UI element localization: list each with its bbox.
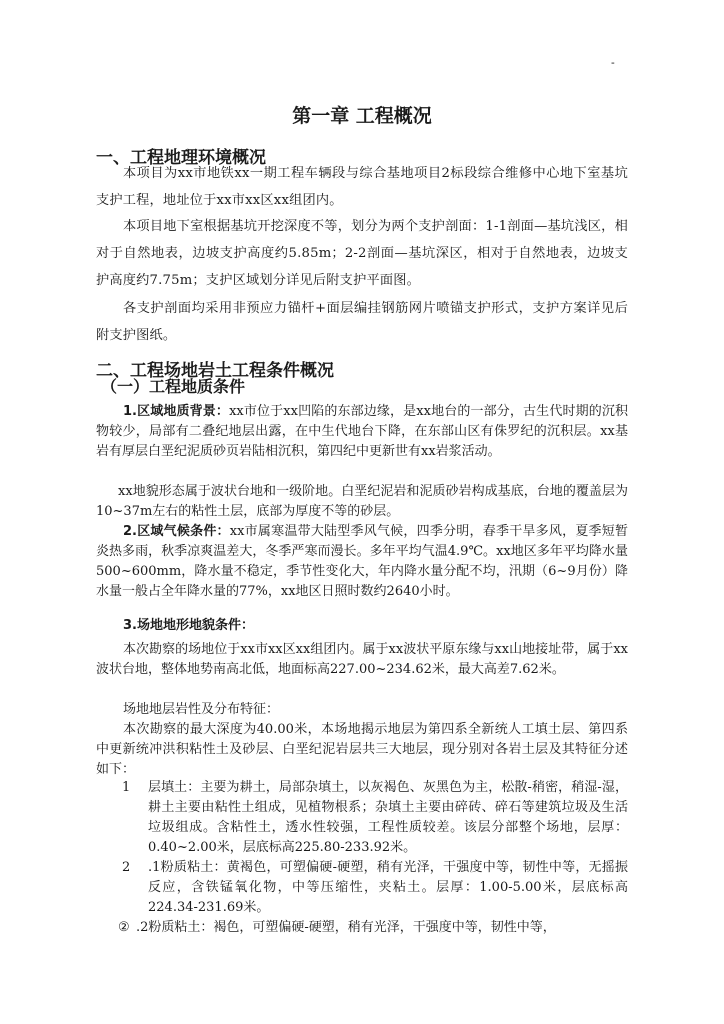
geology-background-label: 1.区域地质背景： — [123, 404, 230, 419]
layer-number: ② — [118, 920, 130, 935]
terrain-text: 本次勘察的场地位于xx市xx区xx组团内。属于xx波状平原东缘与xx山地接址带，属于xx波状台地，整体地势南高北低，地面标高227.00~234.62米，最大高差7.62米。 — [96, 642, 628, 677]
section2-subtitle: （一）工程地质条件 — [101, 377, 246, 396]
layer-item — [122, 858, 628, 918]
strata-heading: 场地地层岩性及分布特征： — [123, 702, 280, 717]
section1-title: 一、工程地理环境概况 — [96, 148, 266, 168]
climate-label: 2.区域气候条件： — [123, 524, 230, 539]
climate-conditions — [96, 522, 628, 602]
section2-title: 二、工程场地岩土工程条件概况 — [96, 361, 334, 381]
chapter-title: 第一章 工程概况 — [292, 105, 432, 127]
corner-mark: - — [611, 56, 615, 69]
geology-background — [96, 402, 628, 462]
layer-text: .1粉质粘土：黄褐色，可塑偏硬-硬塑，稍有光泽，干强度中等，韧性中等，无摇振反应，含铁锰氧化物，中等压缩性，夹粘土。层厚：1.00-5.00米，层底标高224.34-231.69米。 — [148, 860, 628, 915]
layer-item — [118, 918, 628, 938]
strata-text: 本次勘察的最大深度为40.00米，本场地揭示地层为第四系全新统人工填土层、第四系中更新统冲洪积粘性土及砂层、白垩纪泥岩层共三大地层，现分别对各岩土层及其特征分述如下： — [96, 722, 628, 777]
layer-item — [122, 778, 628, 858]
geology-background-text: xx市位于xx凹陷的东部边缘，是xx地台的一部分，古生代时期的沉积物较少，局部有二叠纪地层出露，在中生代地台下降，在东部山区有侏罗纪的沉积层。xx基岩有厚层白垩纪泥质砂页岩陆相沉积，第四纪中更新世有xx岩浆活动。 — [96, 404, 628, 459]
layer-text: .2粉质粘土：褐色，可塑偏硬-硬塑，稍有光泽，干强度中等，韧性中等， — [136, 920, 556, 935]
climate-text: xx市属寒温带大陆型季风气候，四季分明，春季干旱多风，夏季短暂炎热多雨，秋季凉爽温差大，冬季严寒而漫长。多年平均气温4.9℃。xx地区多年平均降水量500~600mm，降水量不稳定，季节性变化大，年内降水量分配不均，汛期（6~9月份）降水量一般占全年降水量的77%，xx地区日照时数约2640小时。 — [96, 524, 629, 599]
geomorphology-paragraph: xx地貌形态属于波状台地和一级阶地。白垩纪泥岩和泥质砂岩构成基底，台地的覆盖层为10~37m左右的粘性土层，底部为厚度不等的砂层。 — [96, 484, 628, 519]
layer-text: 层填土：主要为耕土，局部杂填土，以灰褐色、灰黑色为主，松散-稍密，稍湿-湿，耕土主要由粘性土组成，见植物根系；杂填土主要由碎砖、碎石等建筑垃圾及生活垃圾组成。含粘性土，透水性较强，工程性质较差。该层分部整个场地，层厚：0.40~2.00米，层底标高225.80-233.92米。 — [148, 780, 628, 855]
section1-paragraph-2: 本项目地下室根据基坑开挖深度不等，划分为两个支护剖面：1-1剖面—基坑浅区，相对于自然地表，边坡支护高度约5.85m；2-2剖面—基坑深区，相对于自然地表，边坡支护高度约7.75m；支护区域划分详见后附支护平面图。 — [96, 219, 628, 288]
layer-number: 1 — [122, 780, 131, 795]
layer-number: 2 — [122, 860, 131, 875]
terrain-label: 3.场地地形地貌条件： — [123, 618, 254, 633]
section1-paragraph-1: 本项目为xx市地铁xx一期工程车辆段与综合基地项目2标段综合维修中心地下室基坑支护工程，地址位于xx市xx区xx组团内。 — [96, 166, 628, 208]
section1-paragraph-3: 各支护剖面均采用非预应力锚杆+面层编挂钢筋网片喷锚支护形式，支护方案详见后附支护图纸。 — [96, 301, 628, 343]
